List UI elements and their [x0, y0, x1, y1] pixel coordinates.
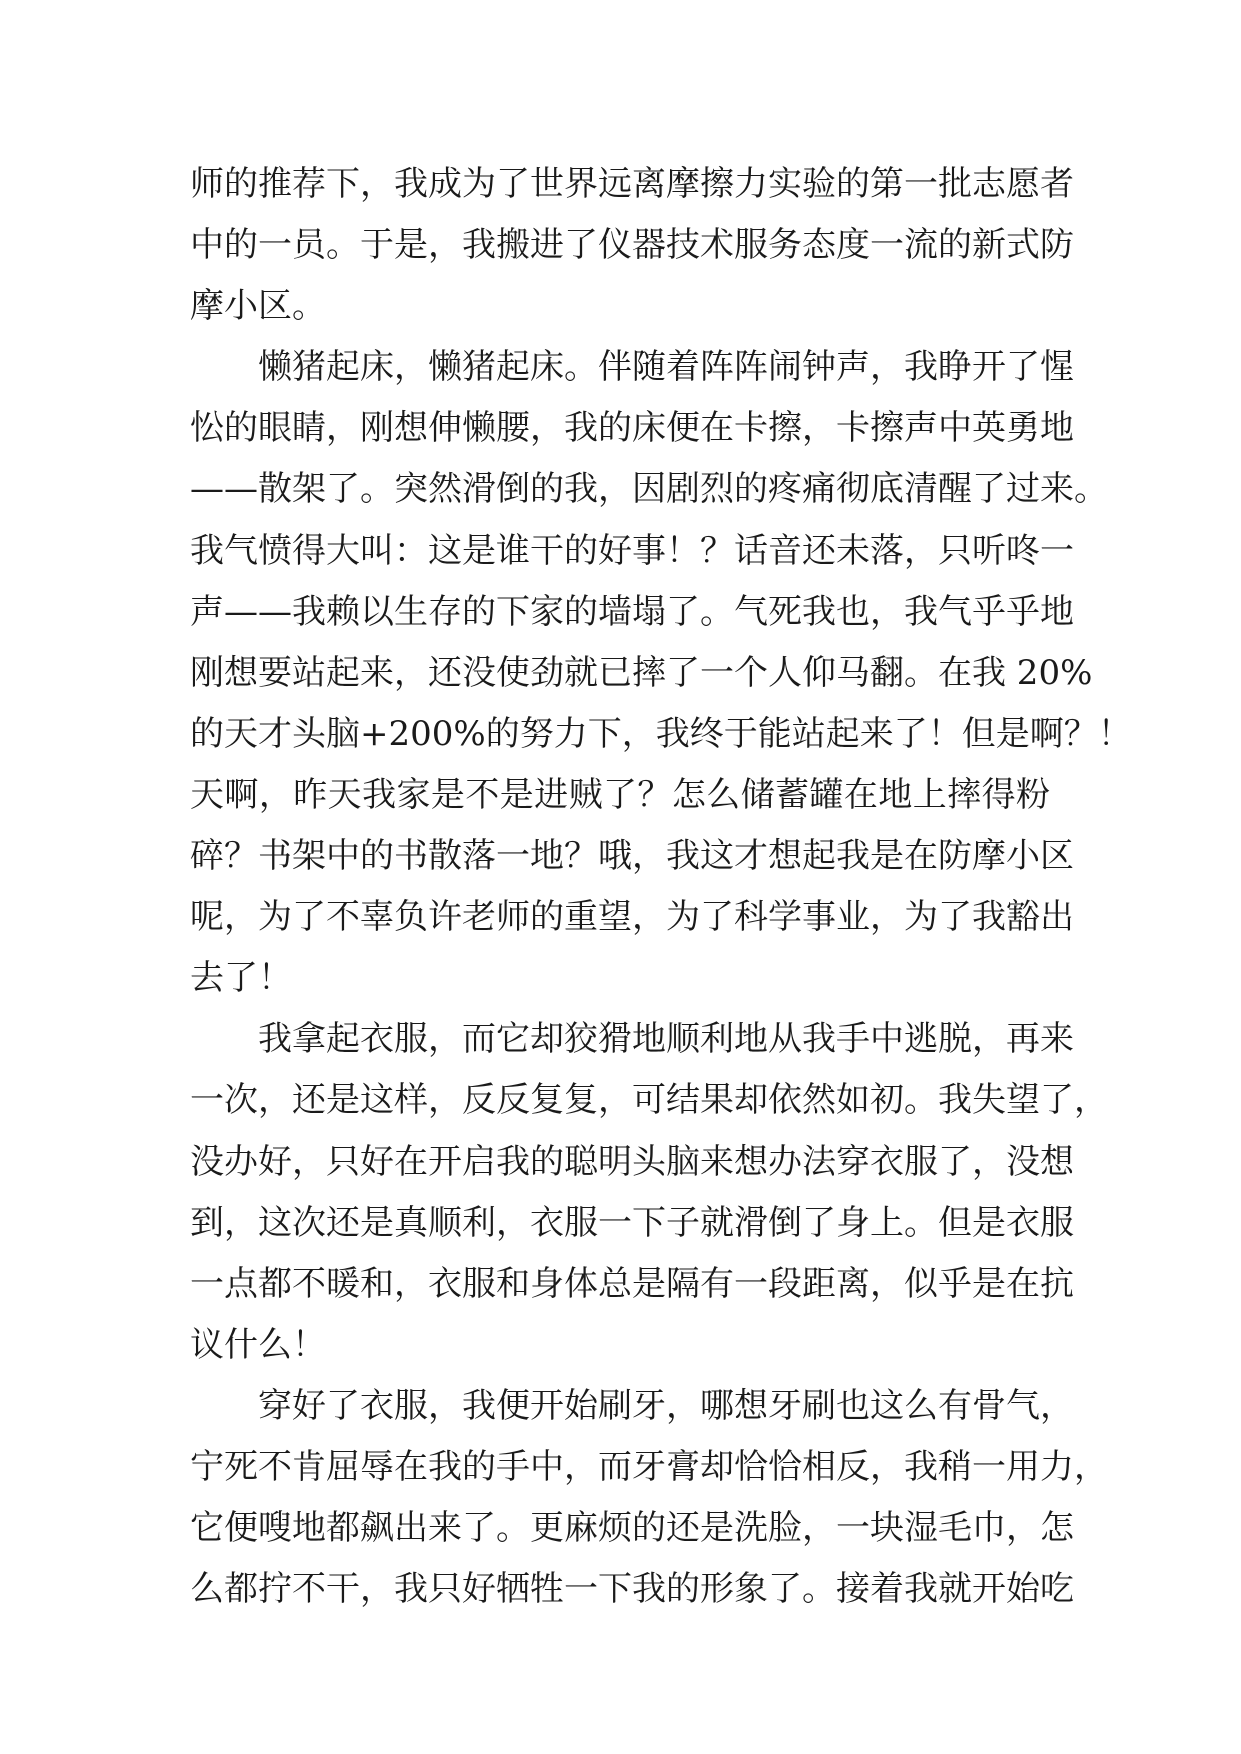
text-line: 呢，为了不辜负许老师的重望，为了科学事业，为了我豁出 — [190, 897, 1074, 938]
text-line: 去了！ — [190, 958, 292, 999]
text-line: ——散架了。突然滑倒的我，因剧烈的疼痛彻底清醒了过来。 — [190, 469, 1108, 510]
text-line: 的天才头脑+200%的努力下，我终于能站起来了！但是啊？！ — [190, 713, 1132, 754]
text-line: 没办好，只好在开启我的聪明头脑来想办法穿衣服了，没想 — [190, 1141, 1074, 1182]
text-line: 碎？书架中的书散落一地？哦，我这才想起我是在防摩小区 — [190, 836, 1074, 877]
text-line: 它便嗖地都飙出来了。更麻烦的还是洗脸，一块湿毛巾，怎 — [190, 1508, 1074, 1549]
text-line: 师的推荐下，我成为了世界远离摩擦力实验的第一批志愿者 — [190, 164, 1074, 204]
text-line: 议什么！ — [190, 1324, 326, 1365]
text-line: 宁死不肯屈辱在我的手中，而牙膏却恰恰相反，我稍一用力， — [190, 1446, 1108, 1487]
text-line: 忪的眼睛，刚想伸懒腰，我的床便在卡擦，卡擦声中英勇地 — [190, 408, 1074, 449]
text-line: 摩小区。 — [190, 286, 326, 327]
text-line: 我气愤得大叫：这是谁干的好事！？话音还未落，只听咚一 — [190, 530, 1074, 571]
text-line: 中的一员。于是，我搬进了仪器技术服务态度一流的新式防 — [190, 225, 1074, 266]
text-line: 到，这次还是真顺利，衣服一下子就滑倒了身上。但是衣服 — [190, 1202, 1074, 1243]
text-line: 刚想要站起来，还没使劲就已摔了一个人仰马翻。在我 20% — [190, 652, 1093, 693]
text-line: 我拿起衣服，而它却狡猾地顺利地从我手中逃脱，再来 — [258, 1019, 1074, 1060]
text-line: 懒猪起床，懒猪起床。伴随着阵阵闹钟声，我睁开了惺 — [258, 347, 1074, 388]
text-line: 一点都不暖和，衣服和身体总是隔有一段距离，似乎是在抗 — [190, 1263, 1074, 1304]
text-line: 声——我赖以生存的下家的墙塌了。气死我也，我气乎乎地 — [190, 591, 1074, 632]
text-line: 穿好了衣服，我便开始刷牙，哪想牙刷也这么有骨气， — [258, 1385, 1074, 1426]
text-line: 么都拧不干，我只好牺牲一下我的形象了。接着我就开始吃 — [190, 1569, 1074, 1610]
text-line: 天啊，昨天我家是不是进贼了？怎么储蓄罐在地上摔得粉 — [190, 774, 1050, 815]
text-line: 一次，还是这样，反反复复，可结果却依然如初。我失望了， — [190, 1080, 1108, 1121]
essay-text — [190, 154, 1132, 1620]
